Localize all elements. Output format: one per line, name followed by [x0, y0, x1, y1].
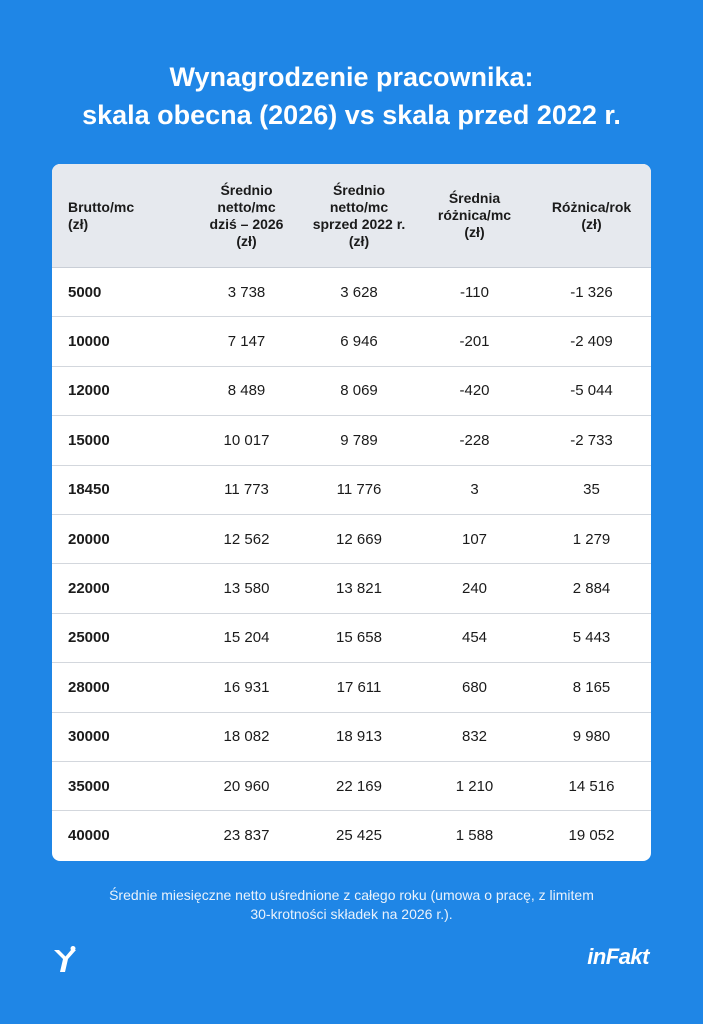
cell-diff-year: 1 279: [572, 530, 611, 548]
cell-netto-pre-2022: 25 425: [336, 827, 382, 845]
table-row: [52, 466, 651, 515]
header-diff-year: [532, 199, 651, 233]
header-avg-diff-month: [417, 190, 532, 241]
infakt-mark-icon: [52, 946, 78, 974]
cell-avg-diff-month: 107: [461, 530, 488, 548]
header-netto-pre-2022-l3: sprzed 2022 r.: [312, 215, 406, 232]
cell-diff-year: 19 052: [568, 827, 615, 845]
cell-avg-diff-month: -420: [459, 382, 490, 400]
cell-netto-2026: 12 562: [223, 530, 270, 548]
cell-avg-diff-month: 240: [461, 580, 488, 598]
cell-avg-diff-month: -201: [459, 333, 490, 351]
table-row: [52, 416, 651, 465]
cell-brutto: 22000: [68, 580, 110, 598]
cell-brutto: 40000: [68, 827, 110, 845]
header-avg-diff-month-l1: Średnia: [448, 190, 501, 206]
cell-netto-pre-2022: 22 169: [336, 777, 382, 795]
table-row: [52, 564, 651, 613]
cell-avg-diff-month: 680: [461, 678, 488, 696]
header-netto-pre-2022-l4: (zł): [348, 232, 370, 249]
cell-avg-diff-month: 3: [470, 481, 479, 499]
cell-netto-2026: 18 082: [223, 728, 270, 746]
table-row: [52, 762, 651, 811]
footnote: [40, 886, 663, 924]
header-brutto-l2: (zł): [68, 215, 89, 232]
cell-brutto: 25000: [68, 629, 110, 647]
cell-diff-year: 9 980: [572, 728, 611, 746]
table-row: [52, 268, 651, 317]
header-netto-2026: [192, 182, 301, 250]
header-brutto: [52, 199, 192, 233]
table-row: [52, 614, 651, 663]
cell-diff-year: -2 409: [570, 333, 613, 351]
cell-brutto: 35000: [68, 777, 110, 795]
table-row: [52, 515, 651, 564]
cell-diff-year: -2 733: [570, 431, 613, 449]
cell-netto-pre-2022: 11 776: [336, 481, 382, 499]
header-netto-pre-2022: [301, 182, 417, 250]
header-diff-year-l1: Różnica/rok: [551, 198, 632, 215]
cell-avg-diff-month: 832: [461, 728, 488, 746]
cell-brutto: 28000: [68, 678, 110, 696]
cell-diff-year: 5 443: [572, 629, 611, 647]
header-netto-2026-l3: dziś – 2026: [209, 215, 284, 232]
cell-netto-pre-2022: 12 669: [336, 530, 382, 548]
title-line-2: skala obecna (2026) vs skala przed 2022 r.: [82, 100, 621, 130]
page-title: [0, 58, 703, 134]
cell-diff-year: 2 884: [572, 580, 611, 598]
footnote-line-2: 30-krotności składek na 2026 r.).: [250, 906, 453, 922]
header-netto-2026-l1: Średnio: [220, 181, 273, 198]
cell-netto-2026: 20 960: [223, 777, 270, 795]
cell-brutto: 10000: [68, 333, 110, 351]
table-row: [52, 317, 651, 366]
cell-netto-pre-2022: 17 611: [336, 678, 382, 696]
cell-brutto: 30000: [68, 728, 110, 746]
header-netto-pre-2022-l1: Średnio: [332, 181, 386, 198]
header-netto-2026-l2: netto/mc: [217, 198, 276, 215]
cell-netto-2026: 16 931: [223, 678, 270, 696]
cell-avg-diff-month: 1 210: [455, 777, 494, 795]
table-row: [52, 663, 651, 712]
cell-netto-pre-2022: 18 913: [336, 728, 382, 746]
cell-netto-pre-2022: 3 628: [340, 283, 378, 301]
header-diff-year-l2: (zł): [581, 215, 602, 232]
cell-avg-diff-month: -110: [460, 283, 489, 301]
cell-netto-2026: 7 147: [227, 333, 266, 351]
cell-netto-pre-2022: 6 946: [340, 333, 378, 351]
table-body: [52, 268, 651, 861]
table-header: [52, 164, 651, 268]
cell-netto-2026: 3 738: [227, 283, 266, 301]
cell-netto-2026: 13 580: [223, 580, 270, 598]
cell-diff-year: 14 516: [568, 777, 615, 795]
cell-avg-diff-month: 454: [461, 629, 488, 647]
cell-netto-pre-2022: 13 821: [336, 580, 382, 598]
cell-netto-2026: 15 204: [223, 629, 270, 647]
header-brutto-l1: Brutto/mc: [68, 198, 135, 215]
header-avg-diff-month-l2: różnica/mc: [437, 207, 512, 223]
header-netto-2026-l4: (zł): [236, 232, 257, 249]
cell-diff-year: 35: [583, 481, 600, 499]
cell-brutto: 5000: [68, 283, 102, 301]
cell-avg-diff-month: 1 588: [455, 827, 494, 845]
table-row: [52, 367, 651, 416]
salary-table: [52, 164, 651, 861]
cell-brutto: 18450: [68, 481, 110, 499]
cell-netto-pre-2022: 8 069: [340, 382, 378, 400]
cell-brutto: 12000: [68, 382, 110, 400]
header-avg-diff-month-l3: (zł): [464, 224, 485, 240]
cell-diff-year: 8 165: [572, 678, 611, 696]
cell-netto-2026: 8 489: [227, 382, 266, 400]
cell-netto-pre-2022: 15 658: [336, 629, 382, 647]
cell-netto-2026: 11 773: [224, 481, 269, 499]
title-line-1: Wynagrodzenie pracownika:: [169, 62, 534, 92]
cell-diff-year: -1 326: [570, 283, 613, 301]
cell-brutto: 20000: [68, 530, 110, 548]
table-row: [52, 713, 651, 762]
cell-netto-2026: 10 017: [223, 431, 270, 449]
cell-brutto: 15000: [68, 431, 110, 449]
brand-logo-text: inFakt: [587, 944, 649, 969]
cell-netto-pre-2022: 9 789: [340, 431, 378, 449]
footnote-line-1: Średnie miesięczne netto uśrednione z całego roku (umowa o pracę, z limitem: [109, 887, 594, 903]
table-row: [52, 811, 651, 860]
cell-avg-diff-month: -228: [459, 431, 490, 449]
header-netto-pre-2022-l2: netto/mc: [329, 198, 389, 215]
cell-netto-2026: 23 837: [223, 827, 270, 845]
cell-diff-year: -5 044: [570, 382, 613, 400]
